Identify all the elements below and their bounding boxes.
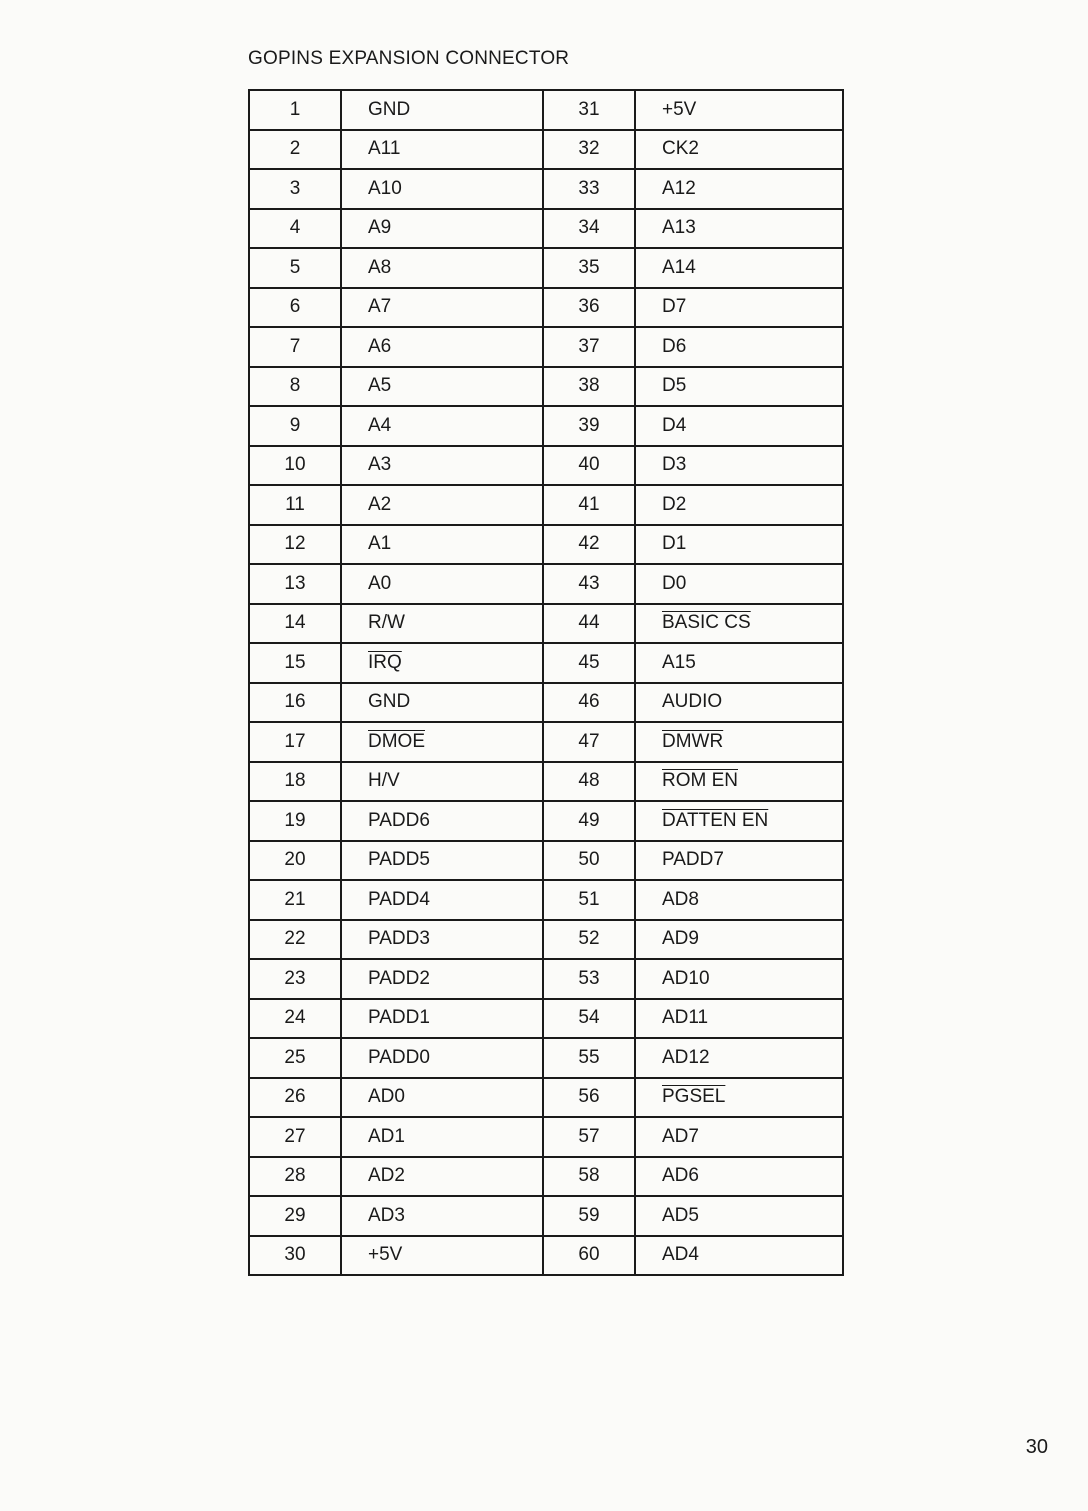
left-pin-number: 24	[284, 1007, 306, 1029]
right-pin-number: 50	[578, 849, 600, 871]
left-signal-name-cell	[341, 880, 543, 920]
left-signal-name: $\overline{IRQ}$	[368, 651, 402, 673]
right-pin-number: 43	[578, 572, 600, 594]
left-signal-name-cell	[341, 248, 543, 288]
right-signal-name-cell	[635, 288, 843, 328]
right-pin-number-cell	[543, 722, 635, 762]
right-signal-name-cell	[635, 406, 843, 446]
right-signal-name: BASIC CS	[662, 612, 751, 634]
right-pin-number: 47	[578, 730, 600, 752]
left-pin-number-cell	[249, 1196, 341, 1236]
left-signal-name-cell	[341, 841, 543, 881]
left-signal-name: H/V	[368, 770, 400, 792]
left-signal-name-cell	[341, 90, 543, 130]
right-pin-number-cell	[543, 762, 635, 802]
right-pin-number-cell	[543, 367, 635, 407]
left-pin-number: 2	[289, 138, 301, 160]
right-signal-name-cell	[635, 525, 843, 565]
left-pin-number-cell	[249, 248, 341, 288]
right-pin-number: 35	[578, 256, 600, 278]
left-signal-name-cell	[341, 801, 543, 841]
right-signal-name-cell	[635, 248, 843, 288]
table-row	[249, 209, 843, 249]
left-signal-name: PADD6	[368, 809, 430, 831]
table-row	[249, 1196, 843, 1236]
right-pin-number: 32	[578, 138, 600, 160]
left-pin-number-cell	[249, 1117, 341, 1157]
left-signal-name: A9	[368, 217, 392, 239]
right-signal-name: A15	[662, 651, 696, 673]
left-signal-name: A3	[368, 454, 392, 476]
table-row	[249, 327, 843, 367]
left-signal-name-cell	[341, 209, 543, 249]
table-row	[249, 130, 843, 170]
table-row	[249, 525, 843, 565]
left-signal-name: R/W	[368, 612, 405, 634]
table-row	[249, 1157, 843, 1197]
right-signal-name-cell	[635, 920, 843, 960]
left-signal-name-cell	[341, 959, 543, 999]
table-row	[249, 90, 843, 130]
page-number: 30	[1025, 1436, 1048, 1458]
left-pin-number-cell	[249, 604, 341, 644]
right-pin-number-cell	[543, 446, 635, 486]
right-signal-name: AD11	[662, 1007, 709, 1029]
right-pin-number: 39	[578, 414, 600, 436]
right-pin-number-cell	[543, 880, 635, 920]
right-pin-number-cell	[543, 130, 635, 170]
left-pin-number-cell	[249, 446, 341, 486]
right-pin-number: 42	[578, 533, 600, 555]
right-pin-number-cell	[543, 920, 635, 960]
right-signal-name-cell	[635, 564, 843, 604]
left-pin-number: 29	[284, 1204, 306, 1226]
right-pin-number: 45	[578, 651, 600, 673]
pin-table	[248, 89, 844, 1276]
right-signal-name: D2	[662, 493, 687, 515]
right-signal-name: DMWR	[662, 730, 724, 752]
table-row	[249, 1117, 843, 1157]
table-row	[249, 959, 843, 999]
right-signal-name-cell	[635, 1038, 843, 1078]
left-signal-name: AD1	[368, 1125, 405, 1147]
left-pin-number: 27	[284, 1125, 306, 1147]
right-pin-number: 54	[578, 1007, 600, 1029]
left-pin-number-cell	[249, 1157, 341, 1197]
right-signal-name: AD12	[662, 1046, 710, 1068]
left-pin-number: 28	[284, 1165, 306, 1187]
left-pin-number-cell	[249, 880, 341, 920]
left-pin-number: 8	[289, 375, 301, 397]
right-pin-number: 46	[578, 691, 600, 713]
right-pin-number-cell	[543, 288, 635, 328]
table-row	[249, 880, 843, 920]
left-pin-number-cell	[249, 367, 341, 407]
left-pin-number-cell	[249, 762, 341, 802]
right-signal-name-cell	[635, 209, 843, 249]
right-pin-number-cell	[543, 169, 635, 209]
right-signal-name: D6	[662, 335, 687, 357]
table-row	[249, 1236, 843, 1276]
left-pin-number: 11	[285, 493, 305, 515]
left-pin-number-cell	[249, 485, 341, 525]
right-signal-name-cell	[635, 1236, 843, 1276]
right-signal-name: DATTEN EN	[662, 809, 769, 831]
right-signal-name-cell	[635, 762, 843, 802]
left-pin-number: 9	[289, 414, 301, 436]
right-pin-number: 44	[578, 612, 600, 634]
left-pin-number: 17	[284, 730, 306, 752]
table-row	[249, 683, 843, 723]
left-signal-name: GND	[368, 98, 411, 120]
left-signal-name: A4	[368, 414, 392, 436]
right-signal-name: ROM EN	[662, 770, 738, 792]
right-pin-number: 60	[578, 1244, 600, 1266]
table-row	[249, 564, 843, 604]
left-signal-name: AD3	[368, 1204, 405, 1226]
left-pin-number: 14	[284, 612, 306, 634]
left-pin-number-cell	[249, 90, 341, 130]
table-row	[249, 801, 843, 841]
right-signal-name: D3	[662, 454, 687, 476]
left-signal-name: AD0	[368, 1086, 405, 1108]
left-signal-name: +5V	[368, 1244, 403, 1266]
right-signal-name: D5	[662, 375, 687, 397]
right-pin-number: 57	[578, 1125, 600, 1147]
right-signal-name-cell	[635, 841, 843, 881]
left-pin-number: 13	[284, 572, 306, 594]
right-signal-name-cell	[635, 959, 843, 999]
right-signal-name-cell	[635, 722, 843, 762]
left-pin-number-cell	[249, 1078, 341, 1118]
left-pin-number-cell	[249, 209, 341, 249]
left-signal-name: A5	[368, 375, 392, 397]
left-pin-number-cell	[249, 1236, 341, 1276]
table-row	[249, 920, 843, 960]
left-pin-number: 21	[284, 888, 306, 910]
left-signal-name: PADD4	[368, 888, 430, 910]
right-signal-name-cell	[635, 1157, 843, 1197]
left-pin-number-cell	[249, 327, 341, 367]
left-signal-name-cell	[341, 643, 543, 683]
table-row	[249, 1038, 843, 1078]
left-pin-number: 1	[289, 98, 301, 120]
right-pin-number-cell	[543, 1157, 635, 1197]
right-pin-number: 41	[578, 493, 600, 515]
table-row	[249, 169, 843, 209]
table-row	[249, 643, 843, 683]
table-row	[249, 762, 843, 802]
left-signal-name: A7	[368, 296, 392, 318]
right-signal-name: CK2	[662, 138, 699, 160]
left-signal-name-cell	[341, 1157, 543, 1197]
right-pin-number-cell	[543, 841, 635, 881]
right-signal-name-cell	[635, 485, 843, 525]
left-pin-number: 16	[284, 691, 306, 713]
right-signal-name-cell	[635, 1196, 843, 1236]
right-signal-name-cell	[635, 801, 843, 841]
right-signal-name-cell	[635, 999, 843, 1039]
table-row	[249, 446, 843, 486]
left-pin-number-cell	[249, 722, 341, 762]
left-pin-number-cell	[249, 841, 341, 881]
left-signal-name-cell	[341, 446, 543, 486]
table-row	[249, 722, 843, 762]
left-pin-number: 23	[284, 967, 306, 989]
right-signal-name-cell	[635, 367, 843, 407]
left-signal-name: A2	[368, 493, 392, 515]
right-signal-name: AUDIO	[662, 691, 723, 713]
left-pin-number-cell	[249, 920, 341, 960]
right-pin-number-cell	[543, 959, 635, 999]
left-pin-number: 5	[289, 256, 301, 278]
right-signal-name: AD4	[662, 1244, 699, 1266]
right-pin-number: 34	[578, 217, 600, 239]
right-signal-name: AD6	[662, 1165, 699, 1187]
right-pin-number: 36	[578, 296, 600, 318]
right-pin-number-cell	[543, 564, 635, 604]
table-row	[249, 999, 843, 1039]
left-signal-name-cell	[341, 1038, 543, 1078]
table-row	[249, 248, 843, 288]
left-signal-name-cell	[341, 485, 543, 525]
table-row	[249, 1078, 843, 1118]
left-pin-number-cell	[249, 801, 341, 841]
left-signal-name: PADD1	[368, 1007, 430, 1029]
left-pin-number: 7	[289, 335, 301, 357]
right-signal-name: A12	[662, 177, 696, 199]
left-signal-name-cell	[341, 406, 543, 446]
left-pin-number-cell	[249, 999, 341, 1039]
left-signal-name-cell	[341, 1196, 543, 1236]
right-signal-name: A14	[662, 256, 696, 278]
right-pin-number: 59	[578, 1204, 600, 1226]
right-signal-name-cell	[635, 604, 843, 644]
left-signal-name: A6	[368, 335, 392, 357]
right-pin-number: 53	[578, 967, 600, 989]
left-pin-number-cell	[249, 288, 341, 328]
left-pin-number: 25	[284, 1046, 306, 1068]
left-signal-name: PADD2	[368, 967, 430, 989]
table-row	[249, 367, 843, 407]
page-title: GOPINS EXPANSION CONNECTOR	[248, 48, 570, 69]
right-pin-number: 49	[578, 809, 600, 831]
left-signal-name-cell	[341, 1117, 543, 1157]
right-pin-number-cell	[543, 327, 635, 367]
left-pin-number: 18	[284, 770, 306, 792]
right-signal-name: AD10	[662, 967, 710, 989]
right-signal-name-cell	[635, 130, 843, 170]
left-pin-number: 26	[284, 1086, 306, 1108]
left-signal-name-cell	[341, 762, 543, 802]
right-pin-number-cell	[543, 801, 635, 841]
right-signal-name-cell	[635, 643, 843, 683]
left-pin-number-cell	[249, 564, 341, 604]
table-row	[249, 604, 843, 644]
left-signal-name: A11	[368, 138, 401, 160]
left-pin-number: 22	[284, 928, 306, 950]
right-signal-name: PGSEL	[662, 1086, 726, 1108]
right-pin-number-cell	[543, 1038, 635, 1078]
left-signal-name: PADD3	[368, 928, 430, 950]
left-signal-name-cell	[341, 169, 543, 209]
left-signal-name: A0	[368, 572, 392, 594]
left-signal-name: DMOE	[368, 730, 425, 752]
left-pin-number: 3	[289, 177, 301, 199]
right-signal-name-cell	[635, 327, 843, 367]
left-signal-name: GND	[368, 691, 411, 713]
right-pin-number: 48	[578, 770, 600, 792]
left-signal-name-cell	[341, 130, 543, 170]
right-pin-number-cell	[543, 1236, 635, 1276]
left-signal-name-cell	[341, 683, 543, 723]
left-pin-number: 15	[284, 651, 306, 673]
right-pin-number-cell	[543, 90, 635, 130]
right-pin-number-cell	[543, 1078, 635, 1118]
right-pin-number-cell	[543, 209, 635, 249]
right-pin-number-cell	[543, 604, 635, 644]
left-signal-name-cell	[341, 1078, 543, 1118]
left-signal-name-cell	[341, 525, 543, 565]
left-pin-number-cell	[249, 406, 341, 446]
right-signal-name: PADD7	[662, 849, 724, 871]
left-pin-number: 20	[284, 849, 306, 871]
left-pin-number-cell	[249, 643, 341, 683]
table-row	[249, 841, 843, 881]
left-pin-number-cell	[249, 169, 341, 209]
right-pin-number: 58	[578, 1165, 600, 1187]
left-signal-name: PADD0	[368, 1046, 430, 1068]
right-signal-name-cell	[635, 1117, 843, 1157]
right-pin-number-cell	[543, 485, 635, 525]
right-pin-number-cell	[543, 1117, 635, 1157]
right-signal-name-cell	[635, 169, 843, 209]
table-row	[249, 406, 843, 446]
left-signal-name-cell	[341, 288, 543, 328]
left-signal-name-cell	[341, 367, 543, 407]
left-signal-name-cell	[341, 722, 543, 762]
left-signal-name: PADD5	[368, 849, 430, 871]
right-signal-name: AD7	[662, 1125, 699, 1147]
left-signal-name-cell	[341, 1236, 543, 1276]
right-pin-number: 51	[578, 888, 600, 910]
left-pin-number-cell	[249, 959, 341, 999]
left-signal-name: A10	[368, 177, 402, 199]
left-signal-name-cell	[341, 327, 543, 367]
left-pin-number: 4	[289, 217, 301, 239]
right-signal-name-cell	[635, 880, 843, 920]
left-signal-name-cell	[341, 999, 543, 1039]
right-pin-number-cell	[543, 406, 635, 446]
right-pin-number: 52	[578, 928, 600, 950]
left-signal-name-cell	[341, 920, 543, 960]
pin-table-body	[249, 90, 843, 1275]
right-signal-name-cell	[635, 90, 843, 130]
left-pin-number: 30	[284, 1244, 306, 1266]
left-signal-name-cell	[341, 564, 543, 604]
left-pin-number: 19	[284, 809, 306, 831]
right-signal-name-cell	[635, 1078, 843, 1118]
left-pin-number-cell	[249, 525, 341, 565]
right-signal-name: D7	[662, 296, 687, 318]
right-pin-number-cell	[543, 1196, 635, 1236]
right-pin-number: 31	[578, 98, 600, 120]
table-row	[249, 485, 843, 525]
right-signal-name: +5V	[662, 98, 697, 120]
left-signal-name: A1	[368, 533, 392, 555]
right-pin-number: 40	[578, 454, 600, 476]
right-pin-number-cell	[543, 248, 635, 288]
right-pin-number-cell	[543, 525, 635, 565]
right-signal-name-cell	[635, 683, 843, 723]
left-pin-number-cell	[249, 683, 341, 723]
right-signal-name: D1	[662, 533, 687, 555]
left-signal-name: A8	[368, 256, 392, 278]
right-signal-name: AD9	[662, 928, 699, 950]
right-signal-name: A13	[662, 217, 696, 239]
right-pin-number: 55	[578, 1046, 600, 1068]
right-pin-number-cell	[543, 643, 635, 683]
left-signal-name-cell	[341, 604, 543, 644]
right-pin-number: 33	[578, 177, 600, 199]
left-pin-number: 10	[284, 454, 306, 476]
right-pin-number-cell	[543, 999, 635, 1039]
left-signal-name: AD2	[368, 1165, 405, 1187]
right-signal-name-cell	[635, 446, 843, 486]
table-row	[249, 288, 843, 328]
left-pin-number: 12	[284, 533, 306, 555]
right-pin-number: 56	[578, 1086, 600, 1108]
right-signal-name: AD8	[662, 888, 699, 910]
right-signal-name: D4	[662, 414, 687, 436]
right-pin-number: 38	[578, 375, 600, 397]
right-signal-name: D0	[662, 572, 687, 594]
left-pin-number: 6	[289, 296, 301, 318]
left-pin-number-cell	[249, 1038, 341, 1078]
right-pin-number: 37	[578, 335, 600, 357]
right-signal-name: AD5	[662, 1204, 699, 1226]
right-pin-number-cell	[543, 683, 635, 723]
left-pin-number-cell	[249, 130, 341, 170]
